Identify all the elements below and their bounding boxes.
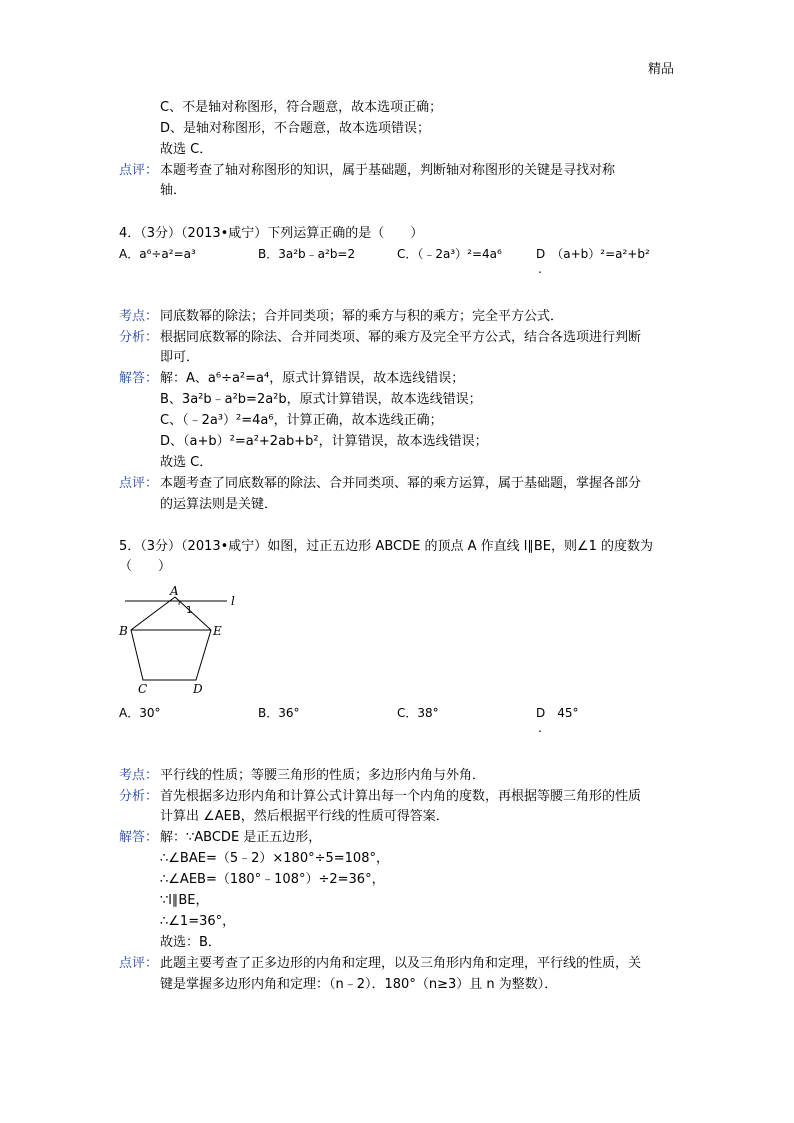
label-d: D <box>193 682 203 696</box>
q4-jieda-line: C、（﹣2a³）²=4a⁶，计算正确，故本选线正确； <box>160 413 443 428</box>
q5-jieda-label: 解答： <box>119 830 159 845</box>
q5-dianping-label: 点评： <box>119 956 159 971</box>
q4-option-d: D （a+b）²=a²+b² <box>536 247 650 261</box>
q3-line-c: C、不是轴对称图形，符合题意，故本选项正确； <box>160 100 443 115</box>
q4-stem: 4．（3分）（2013•咸宁）下列运算正确的是（ ） <box>119 226 424 241</box>
q4-option-c: C．（﹣2a³）²=4a⁶ <box>397 247 502 261</box>
q5-option-a: A．30° <box>119 706 161 720</box>
q3-comment-label: 点评： <box>119 163 159 178</box>
q5-kaodian: 平行线的性质；等腰三角形的性质；多边形内角与外角． <box>160 768 486 783</box>
q4-fenxi-line-2: 即可． <box>160 350 200 365</box>
q5-dianping-line-2: 键是掌握多边形内角和定理：（n﹣2）．180°（n≥3）且 n 为整数）． <box>160 977 558 992</box>
q5-jieda-line: ∵l∥BE， <box>160 893 209 908</box>
q5-dianping-line-1: 此题主要考查了正多边形的内角和定理，以及三角形内角和定理，平行线的性质，关 <box>160 956 642 971</box>
q5-jieda-line: ∴∠1=36°， <box>160 914 236 929</box>
header-brand: 精品 <box>647 62 674 77</box>
label-e: E <box>213 624 222 638</box>
q4-jieda-label: 解答： <box>119 371 159 386</box>
label-angle-1: 1 <box>186 605 193 616</box>
q5-stem-line-1: 5．（3分）（2013•咸宁）如图，过正五边形 ABCDE 的顶点 A 作直线 l∥BE，则∠1 的度数为 <box>119 539 654 554</box>
pentagon-figure <box>119 585 239 697</box>
q5-fenxi-label: 分析： <box>119 789 159 804</box>
q4-kaodian: 同底数幂的除法；合并同类项；幂的乘方与积的乘方；完全平方公式． <box>160 309 564 324</box>
q3-comment-line-1: 本题考查了轴对称图形的知识，属于基础题，判断轴对称图形的关键是寻找对称 <box>160 163 616 178</box>
label-c: C <box>138 682 148 696</box>
q5-option-b: B．36° <box>258 706 300 720</box>
q4-jieda-line: B、3a²b﹣a²b=2a²b，原式计算错误，故本选线错误； <box>160 392 482 407</box>
q4-fenxi-line-1: 根据同底数幂的除法、合并同类项、幂的乘方及完全平方公式，结合各选项进行判断 <box>160 330 642 345</box>
q5-option-d: D 45° <box>536 706 579 720</box>
q4-fenxi-label: 分析： <box>119 330 159 345</box>
q5-fenxi-line-1: 首先根据多边形内角和计算公式计算出每一个内角的度数，再根据等腰三角形的性质 <box>160 789 642 804</box>
q4-option-b: B．3a²b﹣a²b=2 <box>258 247 356 261</box>
label-l: l <box>231 594 235 608</box>
q5-jieda-line: 解：∵ABCDE 是正五边形， <box>160 830 322 845</box>
q5-kaodian-label: 考点： <box>119 768 159 783</box>
q5-option-d-dot: . <box>538 721 542 735</box>
q4-kaodian-label: 考点： <box>119 309 159 324</box>
q4-jieda-line: D、（a+b）²=a²+2ab+b²，计算错误，故本选线错误； <box>160 434 488 449</box>
q5-stem-line-2: （ ） <box>119 559 172 574</box>
q4-option-a: A．a⁶÷a²=a³ <box>119 247 196 261</box>
q5-jieda-line: ∴∠BAE=（5﹣2）×180°÷5=108°， <box>160 851 389 866</box>
q5-jieda-line: 故选：B． <box>160 935 221 950</box>
q4-dianping-label: 点评： <box>119 476 159 491</box>
q4-jieda-line: 解：A、a⁶÷a²=a⁴，原式计算错误，故本选线错误； <box>160 371 465 386</box>
label-b: B <box>119 624 128 638</box>
q4-jieda-line: 故选 C． <box>160 455 213 470</box>
pentagon-abcde <box>131 597 211 680</box>
q4-option-d-dot: . <box>538 262 542 276</box>
q4-dianping-line-1: 本题考查了同底数幂的除法、合并同类项、幂的乘方运算，属于基础题，掌握各部分 <box>160 476 642 491</box>
q3-answer: 故选 C． <box>160 142 213 157</box>
angle-1-arc <box>179 601 180 605</box>
q3-comment-line-2: 轴． <box>160 183 187 198</box>
q3-line-d: D、是轴对称图形，不合题意，故本选项错误； <box>160 121 431 136</box>
q5-jieda-line: ∴∠AEB=（180°﹣108°）÷2=36°， <box>160 872 385 887</box>
label-a: A <box>170 585 179 598</box>
q4-dianping-line-2: 的运算法则是关键． <box>160 497 278 512</box>
q5-fenxi-line-2: 计算出 ∠AEB，然后根据平行线的性质可得答案． <box>160 809 449 824</box>
q5-option-c: C．38° <box>397 706 439 720</box>
